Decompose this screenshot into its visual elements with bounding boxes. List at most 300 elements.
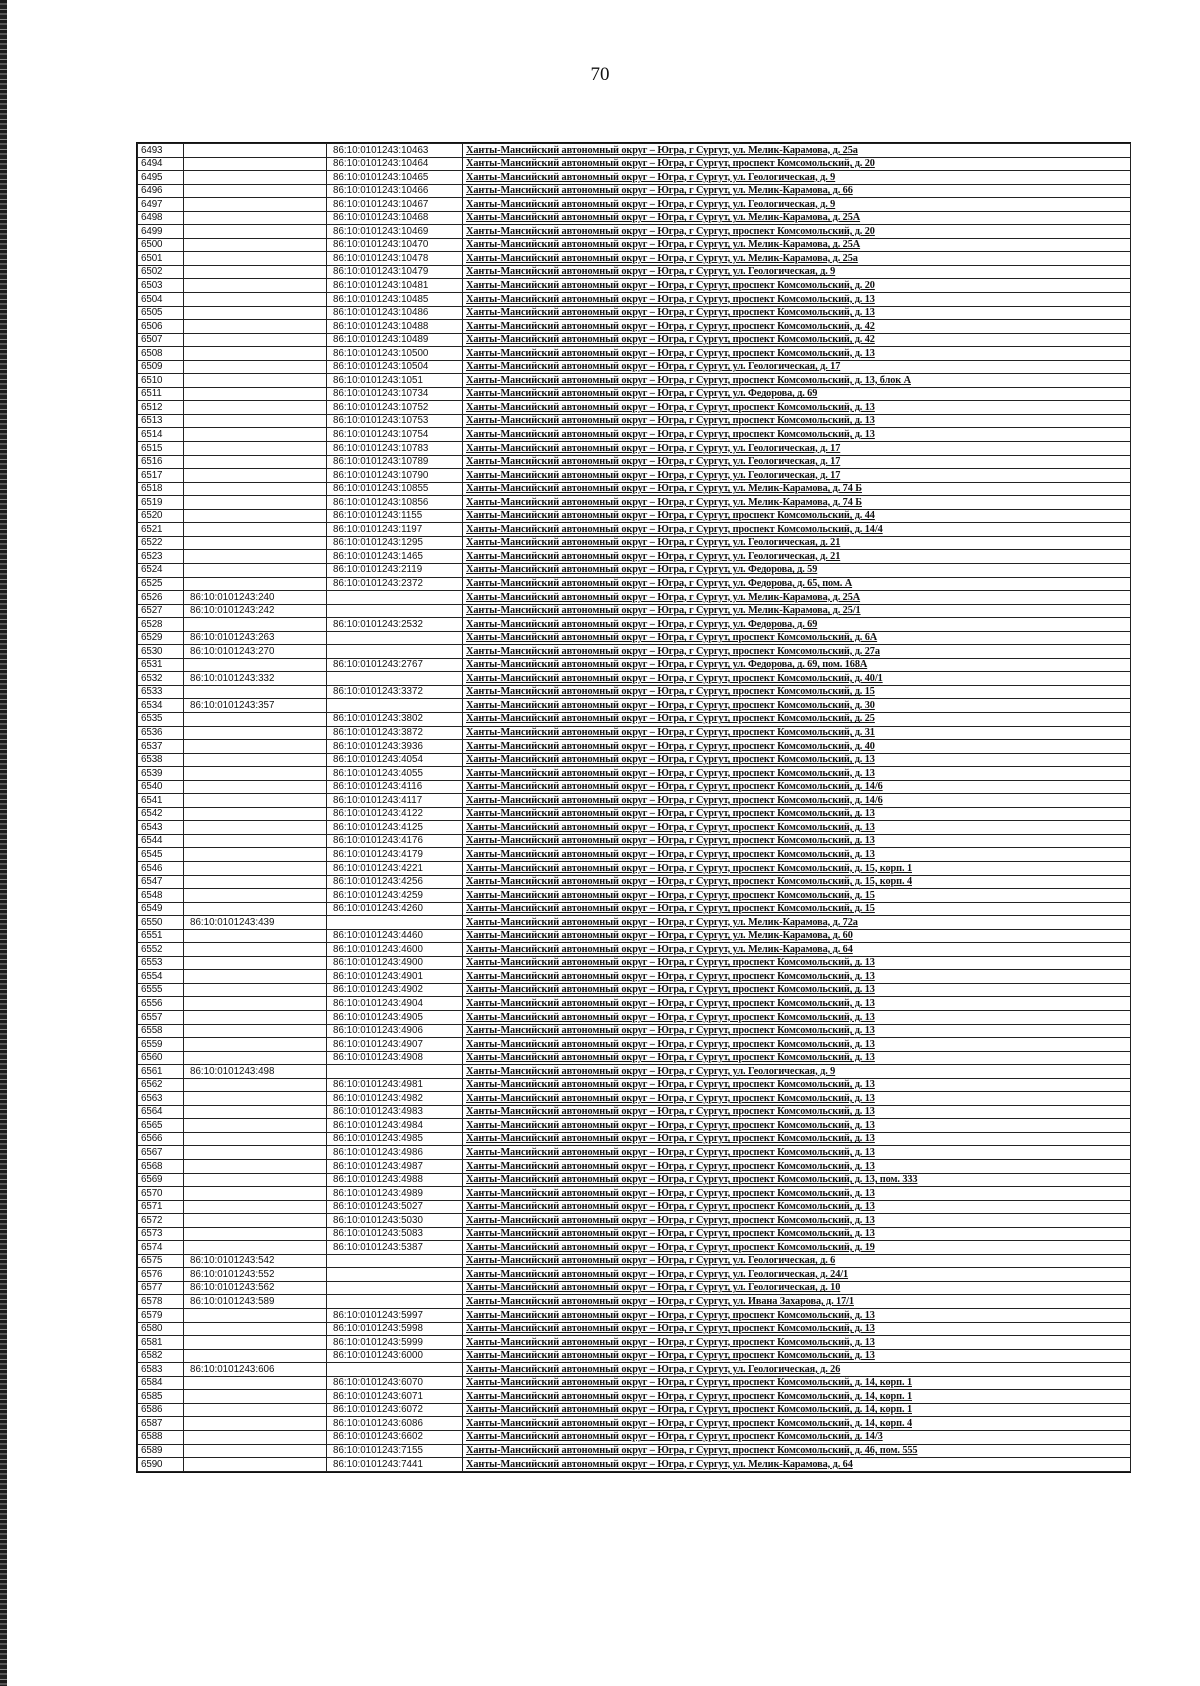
address-cell: Ханты-Мансийский автономный округ – Югра, г Сургут, ул. Мелик-Карамова, д. 25А [463,238,1131,252]
row-number-cell: 6550 [138,916,184,930]
row-number-cell: 6495 [138,171,184,185]
land-cadastral-number-cell [184,455,327,469]
row-number-cell: 6588 [138,1430,184,1444]
table-row [138,631,1131,645]
table-row [138,360,1131,374]
row-number-cell: 6503 [138,279,184,293]
land-cadastral-number-cell [184,469,327,483]
row-number-cell: 6530 [138,645,184,659]
row-number-cell: 6513 [138,414,184,428]
address-cell: Ханты-Мансийский автономный округ – Югра, г Сургут, проспект Комсомольский, д. 46, пом. 555 [463,1444,1131,1458]
land-cadastral-number-cell [184,794,327,808]
land-cadastral-number-cell [184,726,327,740]
land-cadastral-number-cell [184,889,327,903]
row-number-cell: 6585 [138,1390,184,1404]
land-cadastral-number-cell [184,252,327,266]
building-cadastral-number-cell: 86:10:0101243:5387 [327,1241,463,1255]
row-number-cell: 6547 [138,875,184,889]
building-cadastral-number-cell: 86:10:0101243:10488 [327,320,463,334]
land-cadastral-number-cell: 86:10:0101243:242 [184,604,327,618]
building-cadastral-number-cell: 86:10:0101243:5999 [327,1336,463,1350]
building-cadastral-number-cell: 86:10:0101243:2767 [327,658,463,672]
address-cell: Ханты-Мансийский автономный округ – Югра, г Сургут, проспект Комсомольский, д. 13 [463,414,1131,428]
land-cadastral-number-cell: 86:10:0101243:240 [184,591,327,605]
land-cadastral-number-cell [184,685,327,699]
building-cadastral-number-cell: 86:10:0101243:4906 [327,1024,463,1038]
building-cadastral-number-cell: 86:10:0101243:4984 [327,1119,463,1133]
address-cell: Ханты-Мансийский автономный округ – Югра, г Сургут, проспект Комсомольский, д. 13 [463,1214,1131,1228]
table-row [138,712,1131,726]
land-cadastral-number-cell [184,293,327,307]
row-number-cell: 6527 [138,604,184,618]
building-cadastral-number-cell: 86:10:0101243:10470 [327,238,463,252]
table-row [138,238,1131,252]
row-number-cell: 6498 [138,211,184,225]
address-cell: Ханты-Мансийский автономный округ – Югра, г Сургут, проспект Комсомольский, д. 13 [463,956,1131,970]
address-cell: Ханты-Мансийский автономный округ – Югра, г Сургут, проспект Комсомольский, д. 25 [463,712,1131,726]
row-number-cell: 6560 [138,1051,184,1065]
row-number-cell: 6522 [138,536,184,550]
row-number-cell: 6569 [138,1173,184,1187]
table-row [138,1322,1131,1336]
building-cadastral-number-cell: 86:10:0101243:4986 [327,1146,463,1160]
row-number-cell: 6580 [138,1322,184,1336]
address-cell: Ханты-Мансийский автономный округ – Югра, г Сургут, ул. Геологическая, д. 26 [463,1363,1131,1377]
row-number-cell: 6521 [138,523,184,537]
row-number-cell: 6494 [138,157,184,171]
row-number-cell: 6581 [138,1336,184,1350]
address-cell: Ханты-Мансийский автономный округ – Югра, г Сургут, ул. Мелик-Карамова, д. 25/1 [463,604,1131,618]
land-cadastral-number-cell [184,306,327,320]
building-cadastral-number-cell: 86:10:0101243:4054 [327,753,463,767]
table-row [138,401,1131,415]
land-cadastral-number-cell [184,943,327,957]
land-cadastral-number-cell [184,1349,327,1363]
row-number-cell: 6563 [138,1092,184,1106]
row-number-cell: 6571 [138,1200,184,1214]
table-row [138,252,1131,266]
land-cadastral-number-cell [184,1092,327,1106]
address-cell: Ханты-Мансийский автономный округ – Югра, г Сургут, ул. Геологическая, д. 17 [463,360,1131,374]
row-number-cell: 6562 [138,1078,184,1092]
address-cell: Ханты-Мансийский автономный округ – Югра, г Сургут, ул. Геологическая, д. 21 [463,536,1131,550]
land-cadastral-number-cell [184,442,327,456]
land-cadastral-number-cell [184,401,327,415]
land-cadastral-number-cell [184,861,327,875]
building-cadastral-number-cell: 86:10:0101243:10468 [327,211,463,225]
building-cadastral-number-cell [327,672,463,686]
row-number-cell: 6566 [138,1132,184,1146]
building-cadastral-number-cell: 86:10:0101243:4117 [327,794,463,808]
row-number-cell: 6574 [138,1241,184,1255]
table-row [138,861,1131,875]
address-cell: Ханты-Мансийский автономный округ – Югра, г Сургут, ул. Ивана Захарова, д. 17/1 [463,1295,1131,1309]
table-row [138,658,1131,672]
building-cadastral-number-cell [327,1295,463,1309]
land-cadastral-number-cell [184,753,327,767]
building-cadastral-number-cell: 86:10:0101243:7441 [327,1458,463,1472]
table-row [138,1254,1131,1268]
row-number-cell: 6538 [138,753,184,767]
land-cadastral-number-cell [184,509,327,523]
table-row [138,740,1131,754]
address-cell: Ханты-Мансийский автономный округ – Югра, г Сургут, ул. Мелик-Карамова, д. 72а [463,916,1131,930]
land-cadastral-number-cell [184,171,327,185]
building-cadastral-number-cell [327,1254,463,1268]
table-row [138,645,1131,659]
land-cadastral-number-cell [184,1038,327,1052]
row-number-cell: 6529 [138,631,184,645]
address-cell: Ханты-Мансийский автономный округ – Югра, г Сургут, проспект Комсомольский, д. 14/6 [463,780,1131,794]
page-number: 70 [590,64,610,85]
row-number-cell: 6573 [138,1227,184,1241]
row-number-cell: 6553 [138,956,184,970]
land-cadastral-number-cell [184,1146,327,1160]
land-cadastral-number-cell [184,1309,327,1323]
building-cadastral-number-cell: 86:10:0101243:10465 [327,171,463,185]
land-cadastral-number-cell [184,997,327,1011]
address-cell: Ханты-Мансийский автономный округ – Югра, г Сургут, ул. Геологическая, д. 24/1 [463,1268,1131,1282]
land-cadastral-number-cell [184,956,327,970]
row-number-cell: 6589 [138,1444,184,1458]
table-row [138,414,1131,428]
table-row [138,347,1131,361]
row-number-cell: 6587 [138,1417,184,1431]
building-cadastral-number-cell: 86:10:0101243:5998 [327,1322,463,1336]
building-cadastral-number-cell: 86:10:0101243:1295 [327,536,463,550]
row-number-cell: 6497 [138,198,184,212]
table-row [138,279,1131,293]
building-cadastral-number-cell [327,1065,463,1079]
address-cell: Ханты-Мансийский автономный округ – Югра, г Сургут, ул. Мелик-Карамова, д. 74 Б [463,496,1131,510]
row-number-cell: 6533 [138,685,184,699]
address-cell: Ханты-Мансийский автономный округ – Югра, г Сургут, проспект Комсомольский, д. 20 [463,157,1131,171]
land-cadastral-number-cell [184,740,327,754]
table-row [138,171,1131,185]
address-cell: Ханты-Мансийский автономный округ – Югра, г Сургут, проспект Комсомольский, д. 13 [463,1024,1131,1038]
address-cell: Ханты-Мансийский автономный округ – Югра, г Сургут, проспект Комсомольский, д. 20 [463,279,1131,293]
address-cell: Ханты-Мансийский автономный округ – Югра, г Сургут, проспект Комсомольский, д. 13 [463,293,1131,307]
row-number-cell: 6576 [138,1268,184,1282]
building-cadastral-number-cell: 86:10:0101243:6070 [327,1376,463,1390]
table-row [138,821,1131,835]
row-number-cell: 6508 [138,347,184,361]
table-row [138,306,1131,320]
row-number-cell: 6590 [138,1458,184,1472]
building-cadastral-number-cell: 86:10:0101243:10486 [327,306,463,320]
table-row [138,956,1131,970]
table-row [138,1268,1131,1282]
address-cell: Ханты-Мансийский автономный округ – Югра, г Сургут, ул. Мелик-Карамова, д. 64 [463,1458,1131,1472]
address-cell: Ханты-Мансийский автономный округ – Югра, г Сургут, проспект Комсомольский, д. 14/4 [463,523,1131,537]
address-cell: Ханты-Мансийский автономный округ – Югра, г Сургут, проспект Комсомольский, д. 13 [463,1078,1131,1092]
table-row [138,1214,1131,1228]
address-cell: Ханты-Мансийский автономный округ – Югра, г Сургут, проспект Комсомольский, д. 13 [463,997,1131,1011]
table-row [138,1160,1131,1174]
table-row [138,1336,1131,1350]
address-cell: Ханты-Мансийский автономный округ – Югра, г Сургут, проспект Комсомольский, д. 13 [463,983,1131,997]
address-cell: Ханты-Мансийский автономный округ – Югра, г Сургут, проспект Комсомольский, д. 13 [463,347,1131,361]
address-cell: Ханты-Мансийский автономный округ – Югра, г Сургут, проспект Комсомольский, д. 20 [463,225,1131,239]
table-row [138,997,1131,1011]
building-cadastral-number-cell: 86:10:0101243:4125 [327,821,463,835]
table-row [138,1078,1131,1092]
building-cadastral-number-cell: 86:10:0101243:4905 [327,1011,463,1025]
table-row [138,1403,1131,1417]
table-row [138,293,1131,307]
address-cell: Ханты-Мансийский автономный округ – Югра, г Сургут, проспект Комсомольский, д. 13 [463,1119,1131,1133]
table-row [138,780,1131,794]
address-cell: Ханты-Мансийский автономный округ – Югра, г Сургут, проспект Комсомольский, д. 15 [463,685,1131,699]
table-row [138,1349,1131,1363]
row-number-cell: 6558 [138,1024,184,1038]
land-cadastral-number-cell [184,767,327,781]
scan-edge-artifact [0,0,7,1686]
address-cell: Ханты-Мансийский автономный округ – Югра, г Сургут, проспект Комсомольский, д. 13 [463,767,1131,781]
table-row [138,1200,1131,1214]
table-row [138,184,1131,198]
address-cell: Ханты-Мансийский автономный округ – Югра, г Сургут, проспект Комсомольский, д. 40/1 [463,672,1131,686]
table-row [138,1038,1131,1052]
row-number-cell: 6501 [138,252,184,266]
land-cadastral-number-cell [184,1458,327,1472]
table-row [138,875,1131,889]
address-cell: Ханты-Мансийский автономный округ – Югра, г Сургут, проспект Комсомольский, д. 13 [463,306,1131,320]
table-row [138,1092,1131,1106]
address-cell: Ханты-Мансийский автономный округ – Югра, г Сургут, проспект Комсомольский, д. 13 [463,970,1131,984]
table-row [138,577,1131,591]
land-cadastral-number-cell [184,563,327,577]
address-cell: Ханты-Мансийский автономный округ – Югра, г Сургут, ул. Геологическая, д. 10 [463,1281,1131,1295]
table-row [138,1132,1131,1146]
land-cadastral-number-cell [184,1322,327,1336]
land-cadastral-number-cell [184,1132,327,1146]
building-cadastral-number-cell [327,1268,463,1282]
row-number-cell: 6543 [138,821,184,835]
address-cell: Ханты-Мансийский автономный округ – Югра, г Сургут, ул. Геологическая, д. 17 [463,455,1131,469]
land-cadastral-number-cell [184,1051,327,1065]
land-cadastral-number-cell [184,550,327,564]
building-cadastral-number-cell: 86:10:0101243:10790 [327,469,463,483]
table-row [138,970,1131,984]
row-number-cell: 6555 [138,983,184,997]
table-row [138,387,1131,401]
address-cell: Ханты-Мансийский автономный округ – Югра, г Сургут, проспект Комсомольский, д. 13 [463,1200,1131,1214]
land-cadastral-number-cell [184,1187,327,1201]
row-number-cell: 6507 [138,333,184,347]
row-number-cell: 6542 [138,807,184,821]
property-table [137,143,1131,1472]
address-cell: Ханты-Мансийский автономный округ – Югра, г Сургут, проспект Комсомольский, д. 13 [463,1051,1131,1065]
land-cadastral-number-cell [184,834,327,848]
address-cell: Ханты-Мансийский автономный округ – Югра, г Сургут, проспект Комсомольский, д. 14, корп. 4 [463,1417,1131,1431]
row-number-cell: 6528 [138,618,184,632]
table-row [138,1444,1131,1458]
building-cadastral-number-cell: 86:10:0101243:4904 [327,997,463,1011]
row-number-cell: 6534 [138,699,184,713]
land-cadastral-number-cell [184,577,327,591]
address-cell: Ханты-Мансийский автономный округ – Югра, г Сургут, проспект Комсомольский, д. 44 [463,509,1131,523]
building-cadastral-number-cell [327,645,463,659]
address-cell: Ханты-Мансийский автономный округ – Югра, г Сургут, проспект Комсомольский, д. 13 [463,807,1131,821]
land-cadastral-number-cell [184,618,327,632]
building-cadastral-number-cell: 86:10:0101243:10467 [327,198,463,212]
table-row [138,1309,1131,1323]
row-number-cell: 6583 [138,1363,184,1377]
building-cadastral-number-cell: 86:10:0101243:6602 [327,1430,463,1444]
table-row [138,265,1131,279]
row-number-cell: 6556 [138,997,184,1011]
table-row [138,563,1131,577]
building-cadastral-number-cell: 86:10:0101243:4985 [327,1132,463,1146]
table-row [138,1105,1131,1119]
address-cell: Ханты-Мансийский автономный округ – Югра, г Сургут, ул. Федорова, д. 69 [463,387,1131,401]
land-cadastral-number-cell [184,970,327,984]
building-cadastral-number-cell: 86:10:0101243:4981 [327,1078,463,1092]
building-cadastral-number-cell: 86:10:0101243:3872 [327,726,463,740]
building-cadastral-number-cell: 86:10:0101243:10783 [327,442,463,456]
table-row [138,672,1131,686]
address-cell: Ханты-Мансийский автономный округ – Югра, г Сургут, ул. Федорова, д. 59 [463,563,1131,577]
address-cell: Ханты-Мансийский автономный округ – Югра, г Сургут, проспект Комсомольский, д. 15, корп. 4 [463,875,1131,889]
table-row [138,1390,1131,1404]
row-number-cell: 6532 [138,672,184,686]
row-number-cell: 6582 [138,1349,184,1363]
building-cadastral-number-cell: 86:10:0101243:4982 [327,1092,463,1106]
land-cadastral-number-cell [184,523,327,537]
table-row [138,848,1131,862]
building-cadastral-number-cell: 86:10:0101243:4260 [327,902,463,916]
address-cell: Ханты-Мансийский автономный округ – Югра, г Сургут, ул. Геологическая, д. 17 [463,469,1131,483]
table-row [138,1458,1131,1472]
row-number-cell: 6579 [138,1309,184,1323]
table-row [138,523,1131,537]
address-cell: Ханты-Мансийский автономный округ – Югра, г Сургут, проспект Комсомольский, д. 13 [463,1011,1131,1025]
building-cadastral-number-cell: 86:10:0101243:4988 [327,1173,463,1187]
row-number-cell: 6577 [138,1281,184,1295]
building-cadastral-number-cell: 86:10:0101243:10478 [327,252,463,266]
address-cell: Ханты-Мансийский автономный округ – Югра, г Сургут, проспект Комсомольский, д. 13 [463,1146,1131,1160]
address-cell: Ханты-Мансийский автономный округ – Югра, г Сургут, проспект Комсомольский, д. 42 [463,320,1131,334]
row-number-cell: 6546 [138,861,184,875]
building-cadastral-number-cell: 86:10:0101243:10856 [327,496,463,510]
table-row [138,1430,1131,1444]
row-number-cell: 6511 [138,387,184,401]
land-cadastral-number-cell [184,211,327,225]
address-cell: Ханты-Мансийский автономный округ – Югра, г Сургут, проспект Комсомольский, д. 13 [463,428,1131,442]
address-cell: Ханты-Мансийский автономный округ – Югра, г Сургут, ул. Геологическая, д. 9 [463,1065,1131,1079]
address-cell: Ханты-Мансийский автономный округ – Югра, г Сургут, проспект Комсомольский, д. 13 [463,1349,1131,1363]
land-cadastral-number-cell [184,1119,327,1133]
table-row [138,225,1131,239]
land-cadastral-number-cell [184,1430,327,1444]
table-row [138,753,1131,767]
building-cadastral-number-cell: 86:10:0101243:6072 [327,1403,463,1417]
row-number-cell: 6564 [138,1105,184,1119]
table-row [138,509,1131,523]
address-cell: Ханты-Мансийский автономный округ – Югра, г Сургут, ул. Геологическая, д. 9 [463,171,1131,185]
address-cell: Ханты-Мансийский автономный округ – Югра, г Сургут, проспект Комсомольский, д. 19 [463,1241,1131,1255]
building-cadastral-number-cell [327,631,463,645]
row-number-cell: 6554 [138,970,184,984]
building-cadastral-number-cell: 86:10:0101243:4256 [327,875,463,889]
land-cadastral-number-cell: 86:10:0101243:562 [184,1281,327,1295]
building-cadastral-number-cell: 86:10:0101243:1051 [327,374,463,388]
building-cadastral-number-cell: 86:10:0101243:4116 [327,780,463,794]
land-cadastral-number-cell [184,848,327,862]
row-number-cell: 6524 [138,563,184,577]
building-cadastral-number-cell: 86:10:0101243:4902 [327,983,463,997]
land-cadastral-number-cell [184,1376,327,1390]
table-row [138,482,1131,496]
land-cadastral-number-cell [184,144,327,158]
address-cell: Ханты-Мансийский автономный округ – Югра, г Сургут, проспект Комсомольский, д. 27а [463,645,1131,659]
address-cell: Ханты-Мансийский автономный округ – Югра, г Сургут, проспект Комсомольский, д. 14, корп. 1 [463,1376,1131,1390]
table-row [138,983,1131,997]
land-cadastral-number-cell [184,658,327,672]
land-cadastral-number-cell [184,536,327,550]
land-cadastral-number-cell [184,983,327,997]
land-cadastral-number-cell [184,482,327,496]
address-cell: Ханты-Мансийский автономный округ – Югра, г Сургут, проспект Комсомольский, д. 14/3 [463,1430,1131,1444]
building-cadastral-number-cell: 86:10:0101243:4259 [327,889,463,903]
row-number-cell: 6557 [138,1011,184,1025]
land-cadastral-number-cell [184,902,327,916]
table-row [138,807,1131,821]
row-number-cell: 6575 [138,1254,184,1268]
address-cell: Ханты-Мансийский автономный округ – Югра, г Сургут, проспект Комсомольский, д. 13 [463,1227,1131,1241]
land-cadastral-number-cell [184,1105,327,1119]
building-cadastral-number-cell: 86:10:0101243:4179 [327,848,463,862]
address-cell: Ханты-Мансийский автономный округ – Югра, г Сургут, ул. Мелик-Карамова, д. 25а [463,252,1131,266]
building-cadastral-number-cell: 86:10:0101243:4221 [327,861,463,875]
table-row [138,834,1131,848]
building-cadastral-number-cell: 86:10:0101243:4176 [327,834,463,848]
building-cadastral-number-cell: 86:10:0101243:10466 [327,184,463,198]
table-row [138,929,1131,943]
building-cadastral-number-cell [327,1281,463,1295]
building-cadastral-number-cell [327,591,463,605]
address-cell: Ханты-Мансийский автономный округ – Югра, г Сургут, ул. Геологическая, д. 9 [463,198,1131,212]
land-cadastral-number-cell [184,1241,327,1255]
row-number-cell: 6537 [138,740,184,754]
table-row [138,1241,1131,1255]
table-row [138,1011,1131,1025]
address-cell: Ханты-Мансийский автономный округ – Югра, г Сургут, ул. Мелик-Карамова, д. 60 [463,929,1131,943]
table-row [138,320,1131,334]
row-number-cell: 6510 [138,374,184,388]
building-cadastral-number-cell: 86:10:0101243:5083 [327,1227,463,1241]
row-number-cell: 6584 [138,1376,184,1390]
land-cadastral-number-cell: 86:10:0101243:439 [184,916,327,930]
land-cadastral-number-cell [184,1403,327,1417]
building-cadastral-number-cell: 86:10:0101243:5030 [327,1214,463,1228]
row-number-cell: 6505 [138,306,184,320]
table-row [138,1281,1131,1295]
row-number-cell: 6541 [138,794,184,808]
address-cell: Ханты-Мансийский автономный округ – Югра, г Сургут, проспект Комсомольский, д. 13 [463,1092,1131,1106]
building-cadastral-number-cell: 86:10:0101243:10789 [327,455,463,469]
address-cell: Ханты-Мансийский автономный округ – Югра, г Сургут, проспект Комсомольский, д. 6А [463,631,1131,645]
table-row [138,1295,1131,1309]
address-cell: Ханты-Мансийский автономный округ – Югра, г Сургут, ул. Федорова, д. 69 [463,618,1131,632]
address-cell: Ханты-Мансийский автономный округ – Югра, г Сургут, проспект Комсомольский, д. 13 [463,821,1131,835]
land-cadastral-number-cell [184,1336,327,1350]
land-cadastral-number-cell [184,333,327,347]
land-cadastral-number-cell: 86:10:0101243:589 [184,1295,327,1309]
building-cadastral-number-cell: 86:10:0101243:10481 [327,279,463,293]
building-cadastral-number-cell: 86:10:0101243:10463 [327,144,463,158]
